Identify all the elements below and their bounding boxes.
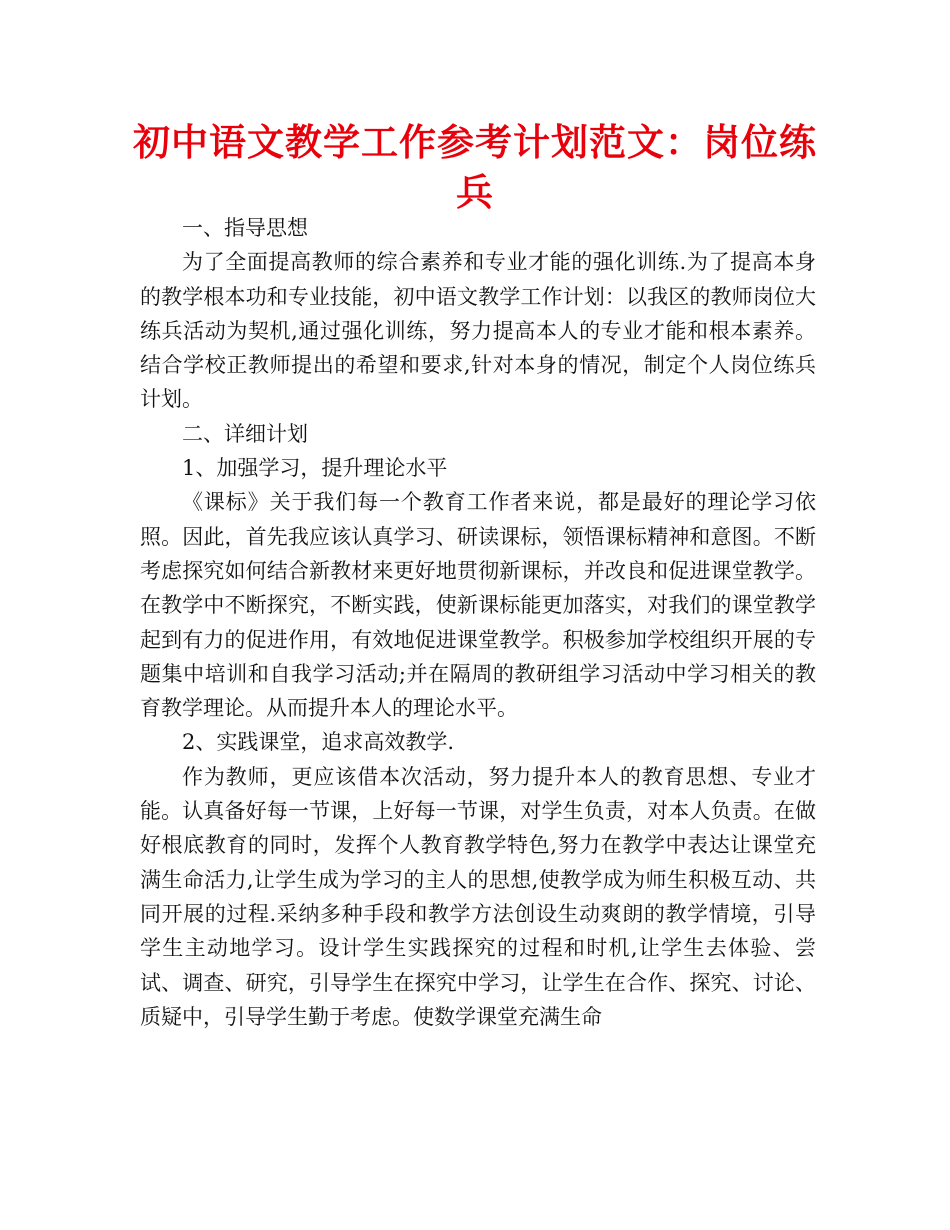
subheading-practice-classroom: 2、实践课堂，追求高效教学. (182, 730, 455, 755)
paragraph: 作为教师，更应该借本次活动，努力提升本人的教育思想、专业才能。认真备好每一节课，上好每一节课，对学生负责，对本人负责。在做好根底教育的同时，发挥个人教育教学特色,努力在教学中表达让课堂充满生命活力,让学生成为学习的主人的思想,使教学成为师生积极互动、共同开展的过程.采纳多种手段和教学方法创设生动爽朗的教学情境，引导学生主动地学习。设计学生实践探究的过程和时机,让学生去体验、尝试、调查、研究，引导学生在探究中学习，让学生在合作、探究、讨论、质疑中，引导学生勤于考虑。使数学课堂充满生命 (140, 764, 816, 1029)
section-heading-detailed-plan: 二、详细计划 (182, 421, 308, 446)
document-title: 初中语文教学工作参考计划范文：岗位练兵 (133, 121, 817, 214)
paragraph: 为了全面提高教师的综合素养和专业才能的强化训练.为了提高本身的教学根本功和专业技能，初中语文教学工作计划：以我区的教师岗位大练兵活动为契机,通过强化训练，努力提高本人的专业才能和根本素养。结合学校正教师提出的希望和要求,针对本身的情况，制定个人岗位练兵计划。 (140, 250, 816, 412)
document-body (140, 211, 816, 1034)
subheading-strengthen-study: 1、加强学习，提升理论水平 (182, 456, 448, 481)
paragraph: 《课标》关于我们每一个教育工作者来说，都是最好的理论学习依照。因此，首先我应该认真学习、研读课标，领悟课标精神和意图。不断考虑探究如何结合新教材来更好地贯彻新课标，并改良和促进课堂教学。在教学中不断探究，不断实践，使新课标能更加落实，对我们的课堂教学起到有力的促进作用，有效地促进课堂教学。积极参加学校组织开展的专题集中培训和自我学习活动;并在隔周的教研组学习活动中学习相关的教育教学理论。从而提升本人的理论水平。 (140, 490, 816, 721)
section-heading-guiding-ideology: 一、指导思想 (182, 216, 308, 240)
